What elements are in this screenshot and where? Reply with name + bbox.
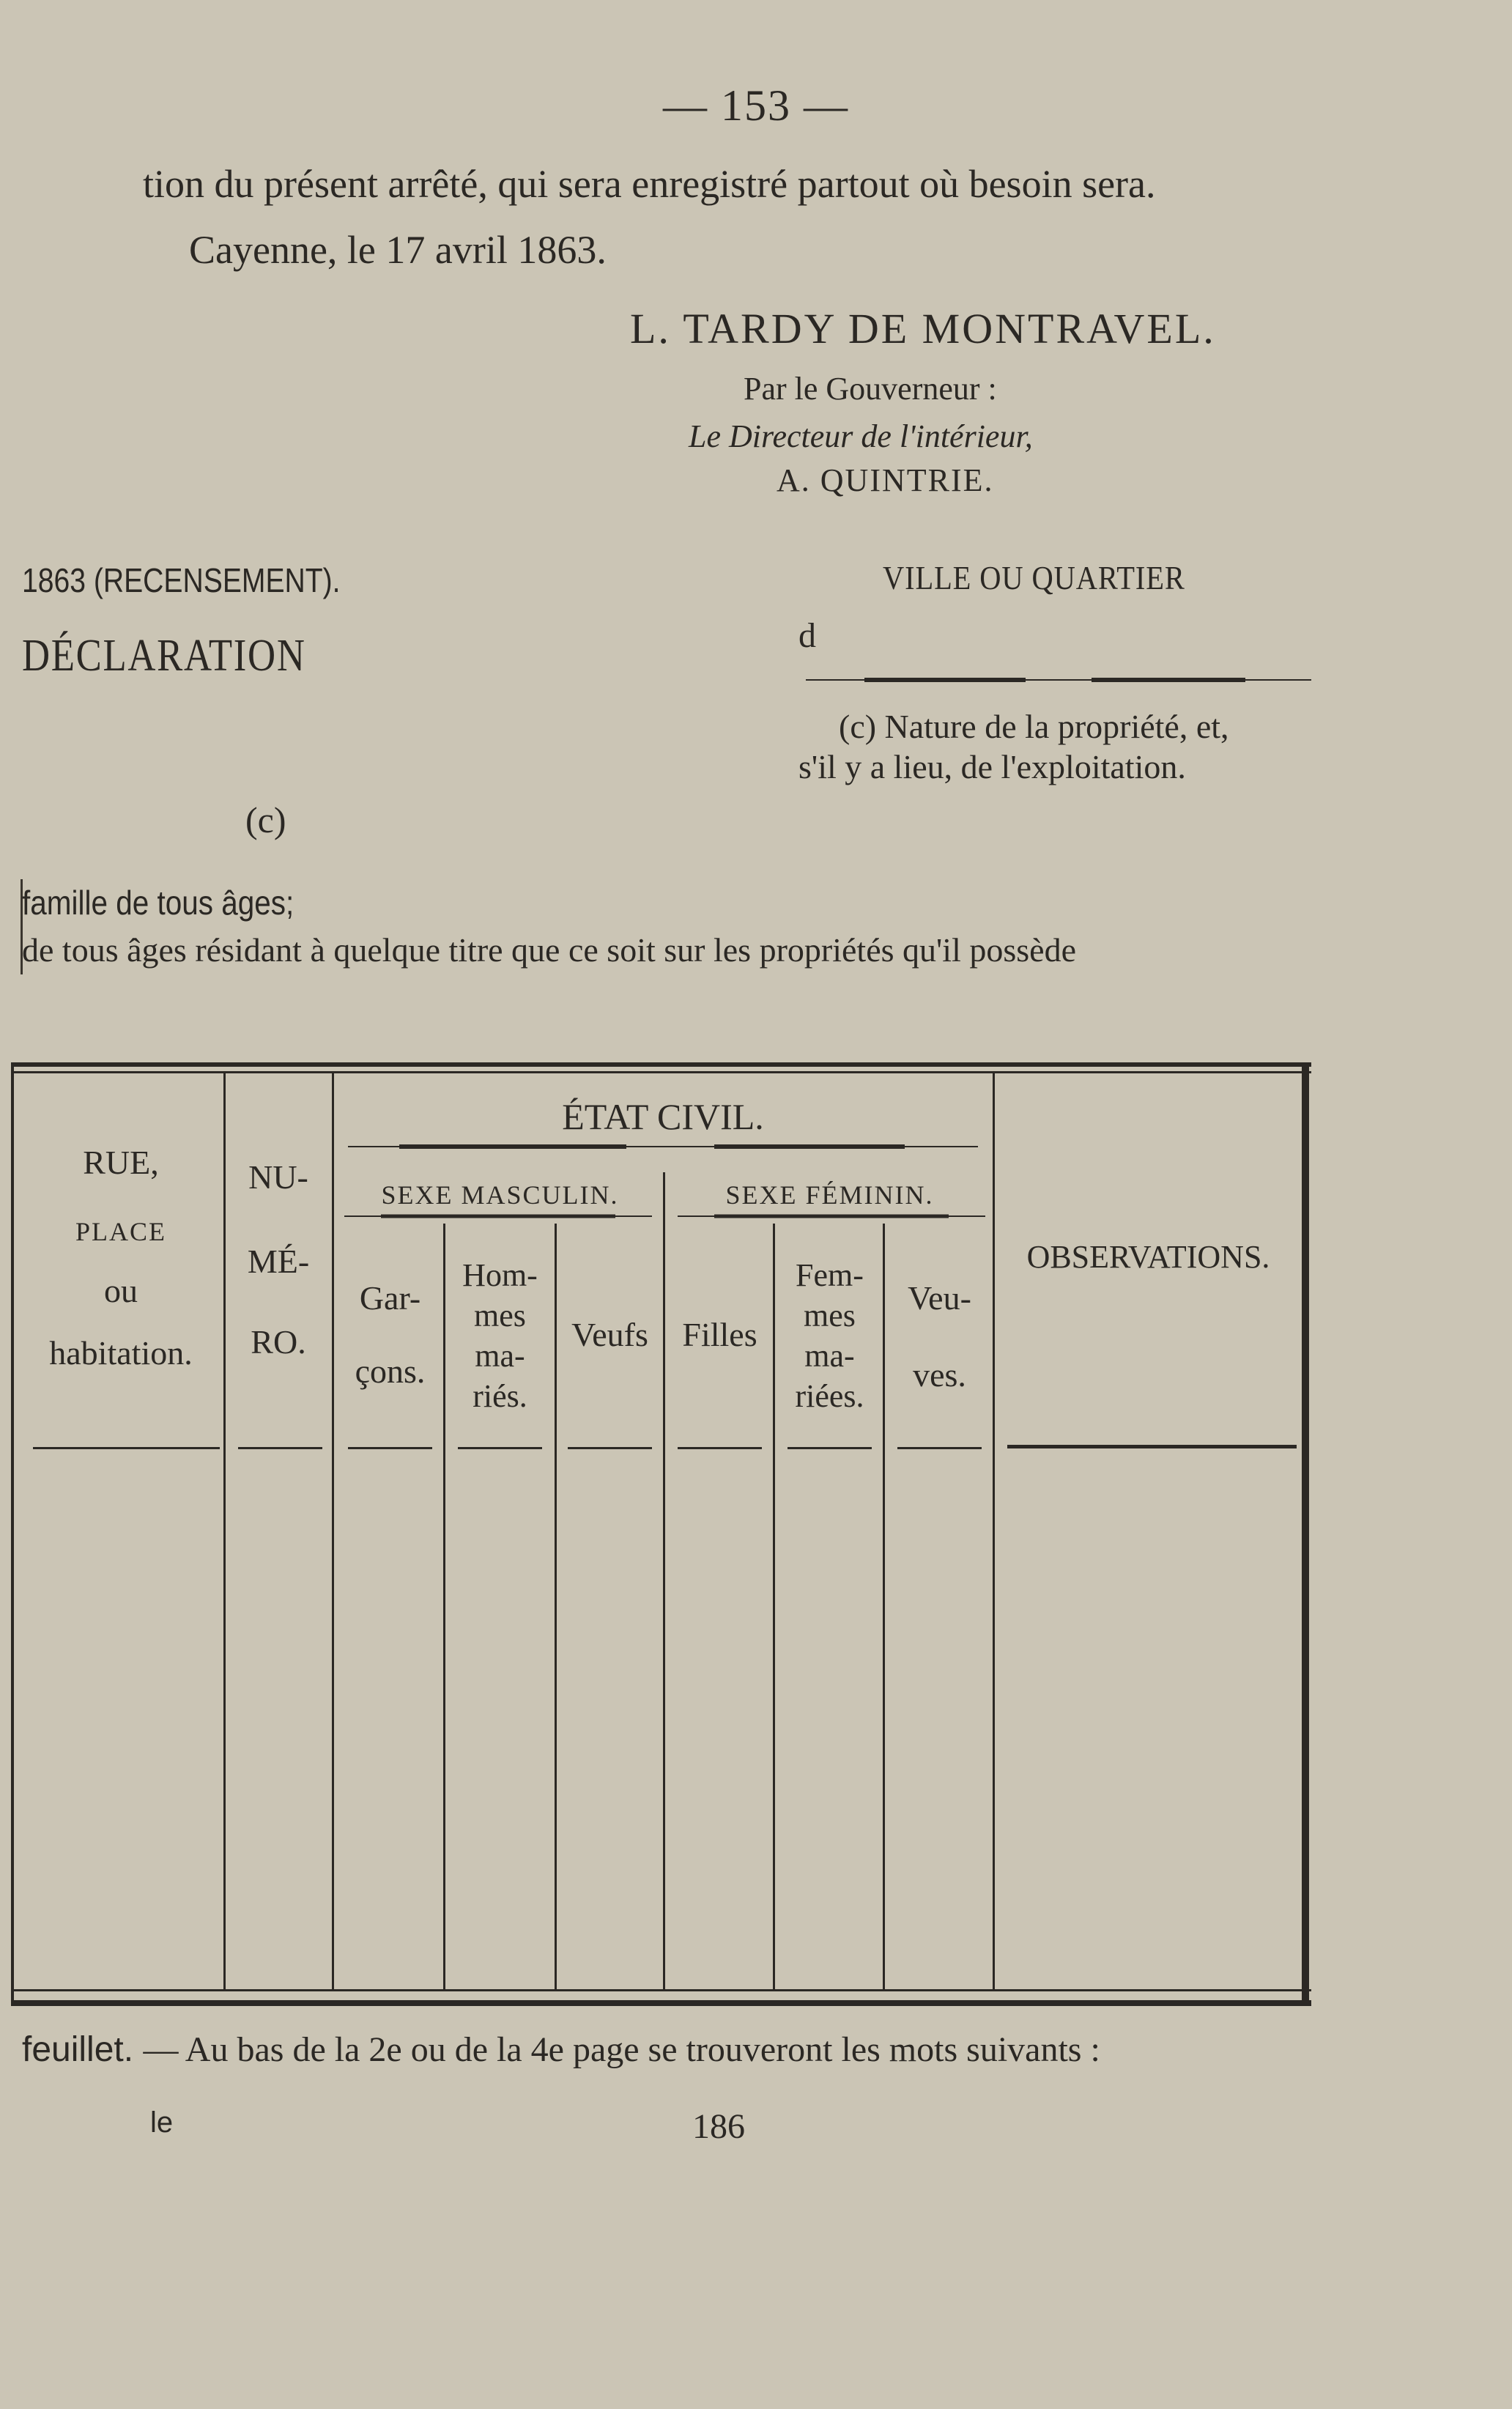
c-mark: (c) xyxy=(245,799,286,840)
header-veuves-2: ves. xyxy=(913,1356,966,1394)
col-divider xyxy=(223,1073,226,1989)
note-line-2: s'il y a lieu, de l'exploitation. xyxy=(798,748,1186,785)
header-underline xyxy=(33,1447,220,1449)
header-underline xyxy=(1007,1445,1297,1448)
header-underline xyxy=(238,1447,322,1449)
sheet-number: 186 xyxy=(692,2107,745,2146)
ville-heading: VILLE OU QUARTIER xyxy=(883,559,1185,596)
table-bottom-border xyxy=(11,2000,1311,2006)
signature-by: Par le Gouverneur : xyxy=(744,371,997,407)
table-right-border xyxy=(1302,1062,1309,2006)
text-residant: de tous âges résidant à quelque titre que ce soit sur les propriétés qu'il possède xyxy=(22,931,1077,969)
header-veuves-1: Veu- xyxy=(908,1279,971,1317)
header-habitation: habitation. xyxy=(49,1334,193,1372)
header-femmes-4: riées. xyxy=(795,1378,864,1414)
table-top-border xyxy=(11,1062,1311,1067)
header-sexe-feminin: SEXE FÉMININ. xyxy=(725,1180,934,1210)
header-hommes-4: riés. xyxy=(472,1378,527,1414)
feminin-brace xyxy=(678,1209,985,1224)
table-bottom-inner-border xyxy=(11,1989,1311,1991)
d-label: d xyxy=(798,616,816,655)
header-hommes-1: Hom- xyxy=(462,1257,538,1293)
header-numero-2: MÉ- xyxy=(247,1243,310,1280)
footer-line xyxy=(22,2029,1100,2070)
col-divider xyxy=(773,1224,775,1989)
header-femmes-2: mes xyxy=(804,1298,856,1333)
body-line-2: Cayenne, le 17 avril 1863. xyxy=(189,228,607,272)
etat-civil-brace xyxy=(348,1136,978,1158)
header-veufs: Veufs xyxy=(571,1316,648,1353)
header-sexe-masculin: SEXE MASCULIN. xyxy=(381,1180,619,1210)
header-ou: ou xyxy=(104,1272,138,1309)
header-hommes-2: mes xyxy=(474,1298,526,1333)
text-famille: famille de tous âges; xyxy=(22,884,294,922)
header-garcons-2: çons. xyxy=(355,1352,426,1390)
col-divider xyxy=(332,1073,334,1989)
page-number: — 153 — xyxy=(663,81,849,130)
header-rue: RUE, xyxy=(83,1144,159,1181)
footer-le: le xyxy=(150,2106,174,2139)
census-table xyxy=(11,1062,1311,2015)
col-divider xyxy=(883,1224,885,1989)
census-year-heading: 1863 (RECENSEMENT). xyxy=(22,561,341,599)
header-observations: OBSERVATIONS. xyxy=(1026,1239,1270,1275)
footer-instruction: — Au bas de la 2e ou de la 4e page se trouveront les mots suivants : xyxy=(143,2030,1100,2069)
header-underline xyxy=(897,1447,982,1449)
table-left-border xyxy=(11,1062,14,2006)
header-place: PLACE xyxy=(75,1217,166,1246)
header-numero-3: RO. xyxy=(251,1323,306,1361)
header-filles: Filles xyxy=(682,1316,757,1353)
header-underline xyxy=(678,1447,762,1449)
col-divider xyxy=(443,1224,445,1989)
declaration-title: DÉCLARATION xyxy=(22,631,306,681)
header-underline xyxy=(348,1447,432,1449)
signature-name: L. TARDY DE MONTRAVEL. xyxy=(630,305,1216,352)
col-divider xyxy=(663,1172,665,1989)
footer-feuillet: feuillet. xyxy=(22,2030,134,2069)
header-underline xyxy=(458,1447,542,1449)
header-hommes-3: ma- xyxy=(475,1338,525,1374)
header-garcons-1: Gar- xyxy=(359,1279,421,1317)
header-underline xyxy=(788,1447,872,1449)
header-femmes-1: Fem- xyxy=(796,1257,864,1293)
col-divider xyxy=(993,1073,995,1989)
note-line-1: (c) Nature de la propriété, et, xyxy=(839,708,1229,745)
signature-official: A. QUINTRIE. xyxy=(777,462,994,498)
header-underline xyxy=(568,1447,652,1449)
header-femmes-3: ma- xyxy=(804,1338,855,1374)
table-top-inner-border xyxy=(11,1071,1311,1073)
decorative-rule xyxy=(806,673,1311,687)
header-etat-civil: ÉTAT CIVIL. xyxy=(562,1096,764,1137)
body-line-1: tion du présent arrêté, qui sera enregistré partout où besoin sera. xyxy=(143,162,1156,206)
masculin-brace xyxy=(344,1209,652,1224)
signature-role: Le Directeur de l'intérieur, xyxy=(689,418,1033,454)
header-numero-1: NU- xyxy=(248,1158,308,1196)
